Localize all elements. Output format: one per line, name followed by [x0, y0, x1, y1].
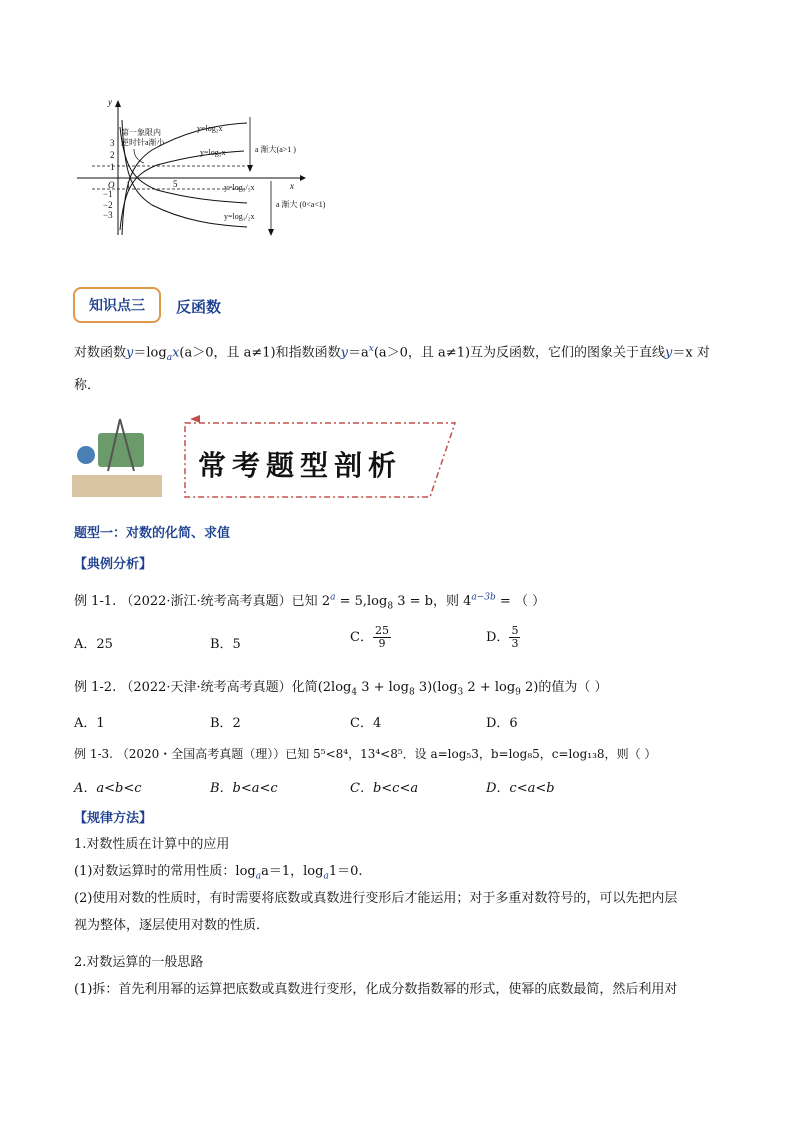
rotation-arc — [134, 149, 144, 163]
para-text: 对 — [692, 345, 710, 361]
book-icon — [72, 475, 162, 497]
tick-3: 3 — [110, 138, 115, 148]
arrow-down-label: a 渐大 (0<a<1) — [276, 200, 326, 209]
para-text: (a＞0，且 a≠1)和指数函数 — [179, 345, 341, 361]
var-y: y — [340, 345, 348, 361]
para-text: ＝a — [347, 345, 369, 361]
sub: 8 — [387, 601, 394, 612]
sup: a — [330, 592, 336, 603]
y-axis-label: y — [108, 97, 112, 107]
option-b[interactable]: B．5 — [210, 637, 241, 652]
rule-text: (1)对数运算时的常用性质：log — [74, 864, 256, 879]
knowledge-point-title: 反函数 — [176, 298, 222, 316]
stem: = （ ） — [495, 594, 546, 609]
option-c[interactable] — [350, 625, 391, 650]
rule-1-2a: (2)使用对数的性质时，有时需要将底数或真数进行变形后才能运用；对于多重对数符号的，可以先把内层 — [74, 891, 678, 906]
sub: 8 — [408, 687, 415, 698]
option-a[interactable]: A．1 — [74, 716, 105, 731]
rule-1-2b: 视为整体，逐层使用对数的性质． — [74, 918, 270, 933]
arrow-up-label: a 渐大(a>1 ) — [255, 145, 296, 154]
sub: 3 — [457, 687, 464, 698]
stem: 3 = b，则 4 — [393, 594, 472, 609]
para-text: ＝log — [133, 345, 167, 361]
para-text: ＝x — [672, 345, 693, 361]
tick-neg1: −1 — [103, 189, 113, 199]
example-1-1 — [74, 590, 545, 612]
option-d[interactable]: D．6 — [486, 716, 518, 731]
label-log2: y=log₂x — [197, 124, 223, 133]
options-1-1 — [74, 625, 734, 659]
para-text: (a＞0，且 a≠1)互为反函数，它们的图象关于直线 — [373, 345, 666, 361]
tick-x1: 1 — [126, 180, 131, 190]
chalkboard-icon — [98, 433, 144, 467]
var-x: x — [172, 345, 180, 361]
stem: 例 1-1. （2022·浙江·统考高考真题）已知 2 — [74, 594, 331, 609]
rule-text: a＝1，log — [261, 864, 324, 879]
stem: 例 1-2. （2022·天津·统考高考真题）化简 — [74, 680, 318, 695]
stem: 的值为（ ） — [538, 680, 608, 695]
numerator: 5 — [511, 624, 519, 637]
rule-2: 2.对数运算的一般思路 — [74, 955, 204, 970]
rules-header: 【规律方法】 — [74, 811, 153, 826]
label-log1-5: y=log₁/₅x — [224, 183, 255, 192]
globe-icon — [77, 446, 95, 464]
option-label: C． — [350, 630, 373, 645]
example-1-2 — [74, 676, 608, 698]
option-c[interactable]: C．b<c<a — [350, 781, 419, 796]
denominator: 9 — [378, 637, 386, 650]
sub: 9 — [515, 687, 521, 698]
fraction — [373, 625, 391, 650]
tick-neg2: −2 — [103, 200, 113, 210]
arrow-down-head — [268, 229, 274, 236]
banner-title: 常考题型剖析 — [198, 449, 403, 482]
tick-x5: 5 — [173, 179, 178, 189]
option-a[interactable]: A．25 — [74, 637, 113, 652]
expr: 3 + log — [357, 680, 409, 695]
note-line2: 逆时针a渐小 — [121, 138, 165, 147]
y-axis-arrow — [115, 100, 121, 107]
arrow-up-head — [247, 165, 253, 172]
options-1-2 — [74, 712, 734, 732]
para-text: 对数函数 — [74, 345, 127, 361]
x-axis-label: x — [290, 181, 294, 191]
option-d[interactable]: D．c<a<b — [486, 781, 555, 796]
tick-2: 2 — [110, 150, 115, 160]
option-d[interactable] — [486, 625, 520, 650]
knowledge-point-box: 知识点三 — [73, 287, 161, 323]
banner-arrow — [190, 415, 200, 423]
var-y: y — [665, 345, 673, 361]
option-a[interactable]: A．a<b<c — [74, 781, 142, 796]
rule-2-1: (1)拆：首先利用幂的运算把底数或真数进行变形，化成分数指数幂的形式，使幂的底数最简，然后利用对 — [74, 982, 678, 997]
var-x: x — [368, 344, 374, 354]
type-heading: 题型一：对数的化简、求值 — [74, 526, 231, 541]
tick-neg3: −3 — [103, 210, 113, 220]
x-axis-arrow — [300, 175, 306, 181]
para-text: 称． — [74, 377, 101, 393]
option-label: D． — [486, 630, 510, 645]
example-header: 【典例分析】 — [74, 557, 153, 572]
sub: 4 — [351, 687, 358, 698]
sub: a — [255, 871, 262, 882]
sub: a — [323, 871, 329, 882]
var-a: a — [166, 352, 173, 363]
expr: (2log — [317, 680, 352, 695]
denominator: 3 — [511, 637, 519, 650]
note-line1: 第一象限内 — [121, 128, 161, 137]
var-y: y — [126, 345, 134, 361]
expr: 2 + log — [463, 680, 516, 695]
sup: a−3b — [471, 592, 496, 603]
origin-label: O — [108, 180, 115, 190]
rule-text: 1＝0. — [328, 864, 363, 879]
option-c[interactable]: C．4 — [350, 716, 382, 731]
option-b[interactable]: B．b<a<c — [210, 781, 278, 796]
expr: 2) — [520, 680, 539, 695]
stem: = 5,log — [335, 594, 388, 609]
tick-1: 1 — [110, 162, 115, 172]
numerator: 25 — [374, 624, 389, 637]
fraction — [509, 625, 520, 650]
options-1-3 — [74, 777, 734, 797]
option-b[interactable]: B．2 — [210, 716, 241, 731]
expr: 3)(log — [414, 680, 458, 695]
rule-1-1 — [74, 860, 363, 882]
label-log5: y=log₅x — [200, 148, 226, 157]
label-log1-2: y=log₁/₂x — [224, 212, 255, 221]
log-function-graph — [72, 95, 372, 240]
example-1-3: 例 1-3. （2020・全国高考真题（理））已知 5⁵<8⁴，13⁴<8⁵．设 a=log₅3，b=log₈5，c=log₁₃8，则（ ） — [74, 747, 657, 761]
inverse-function-paragraph — [74, 335, 730, 400]
rule-1: 1.对数性质在计算中的应用 — [74, 837, 230, 852]
